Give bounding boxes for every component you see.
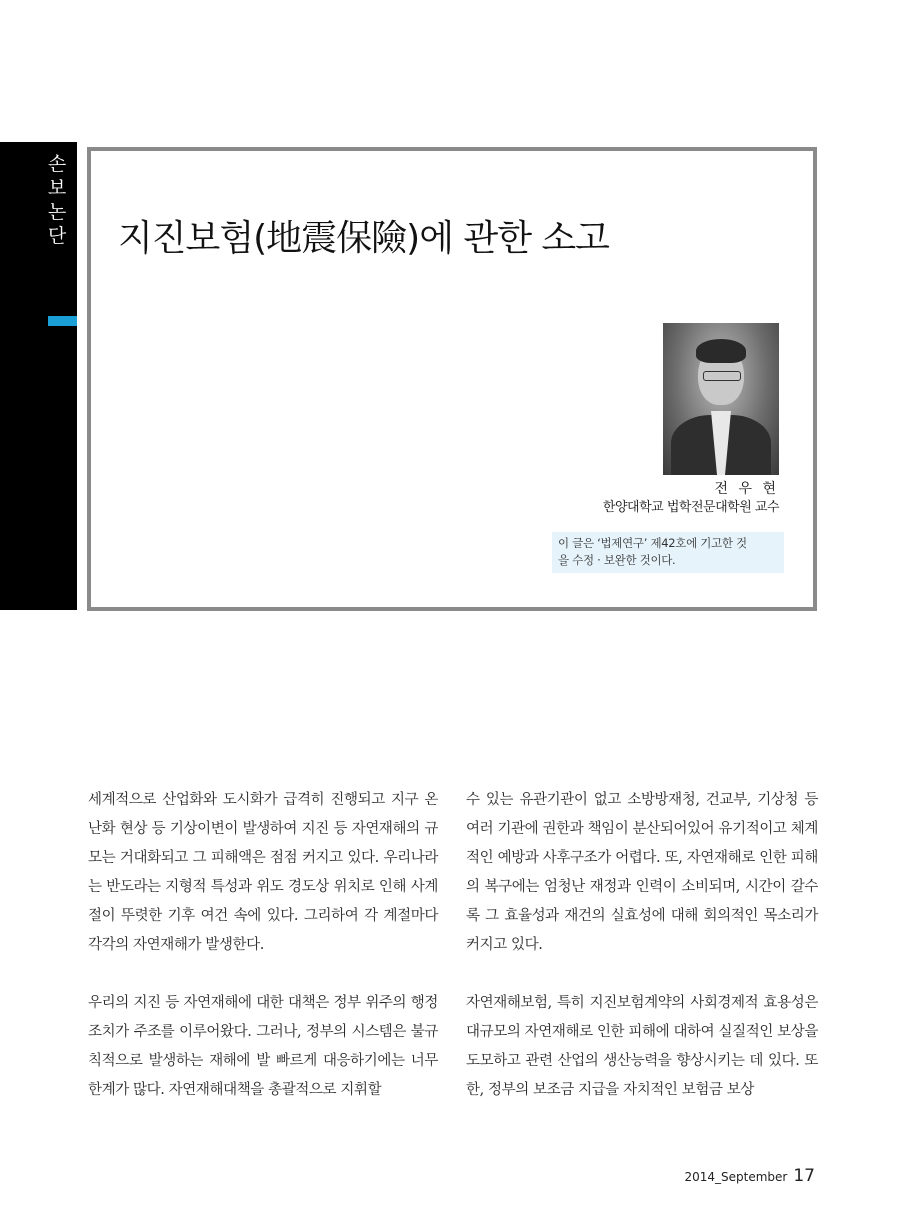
body-column-left (88, 786, 438, 1134)
section-label-char: 논 (47, 201, 67, 223)
author-photo (663, 323, 779, 475)
author-name: 전 우 현 (714, 481, 779, 497)
section-label-char: 보 (47, 177, 67, 199)
body-column-right (466, 786, 818, 1134)
section-label (46, 152, 68, 248)
section-label-char: 단 (47, 225, 67, 247)
section-label-char: 손 (47, 153, 67, 175)
page-number: 17 (793, 1166, 815, 1186)
source-note-line: 이 글은 ‘법제연구’ 제42호에 기고한 것 (558, 536, 747, 550)
author-affiliation: 한양대학교 법학전문대학원 교수 (602, 500, 779, 515)
source-note-line: 을 수정 · 보완한 것이다. (558, 553, 676, 567)
article-title: 지진보험(地震保險)에 관한 소고 (118, 218, 609, 259)
photo-hair (696, 339, 746, 363)
issue-label: 2014_September (684, 1170, 788, 1184)
body-paragraph: 세계적으로 산업화와 도시화가 급격히 진행되고 지구 온난화 현상 등 기상이변이 발생하여 지진 등 자연재해의 규모는 거대화되고 그 피해액은 점점 커지고 있다. 우리나라는 반도라는 지형적 특성과 위도 경도상 위치로 인해 사계절이 뚜렷한 기후 여건 속에 있다. 그리하여 각 계절마다 각각의 자연재해가 발생한다. (88, 792, 438, 953)
body-paragraph: 수 있는 유관기관이 없고 소방방재청, 건교부, 기상청 등 여러 기관에 권한과 책임이 분산되어있어 유기적이고 체계적인 예방과 사후구조가 어렵다. 또, 자연재해로 인한 피해의 복구에는 엄청난 재정과 인력이 소비되며, 시간이 갈수록 그 효율성과 재건의 실효성에 대해 회의적인 목소리가 커지고 있다. (466, 792, 818, 953)
photo-glasses (703, 371, 741, 381)
source-note (552, 532, 784, 573)
body-paragraph: 자연재해보험, 특히 지진보험계약의 사회경제적 효용성은 대규모의 자연재해로 인한 피해에 대하여 실질적인 보상을 도모하고 관련 산업의 생산능력을 향상시키는 데 있다. 또한, 정부의 보조금 지급을 자치적인 보험금 보상 (466, 995, 818, 1098)
page-footer (684, 1166, 815, 1186)
body-paragraph: 우리의 지진 등 자연재해에 대한 대책은 정부 위주의 행정조치가 주조를 이루어왔다. 그러나, 정부의 시스템은 불규칙적으로 발생하는 재해에 발 빠르게 대응하기에는 너무 한계가 많다. 자연재해대책을 총괄적으로 지휘할 (88, 995, 438, 1098)
accent-bar (48, 316, 77, 326)
